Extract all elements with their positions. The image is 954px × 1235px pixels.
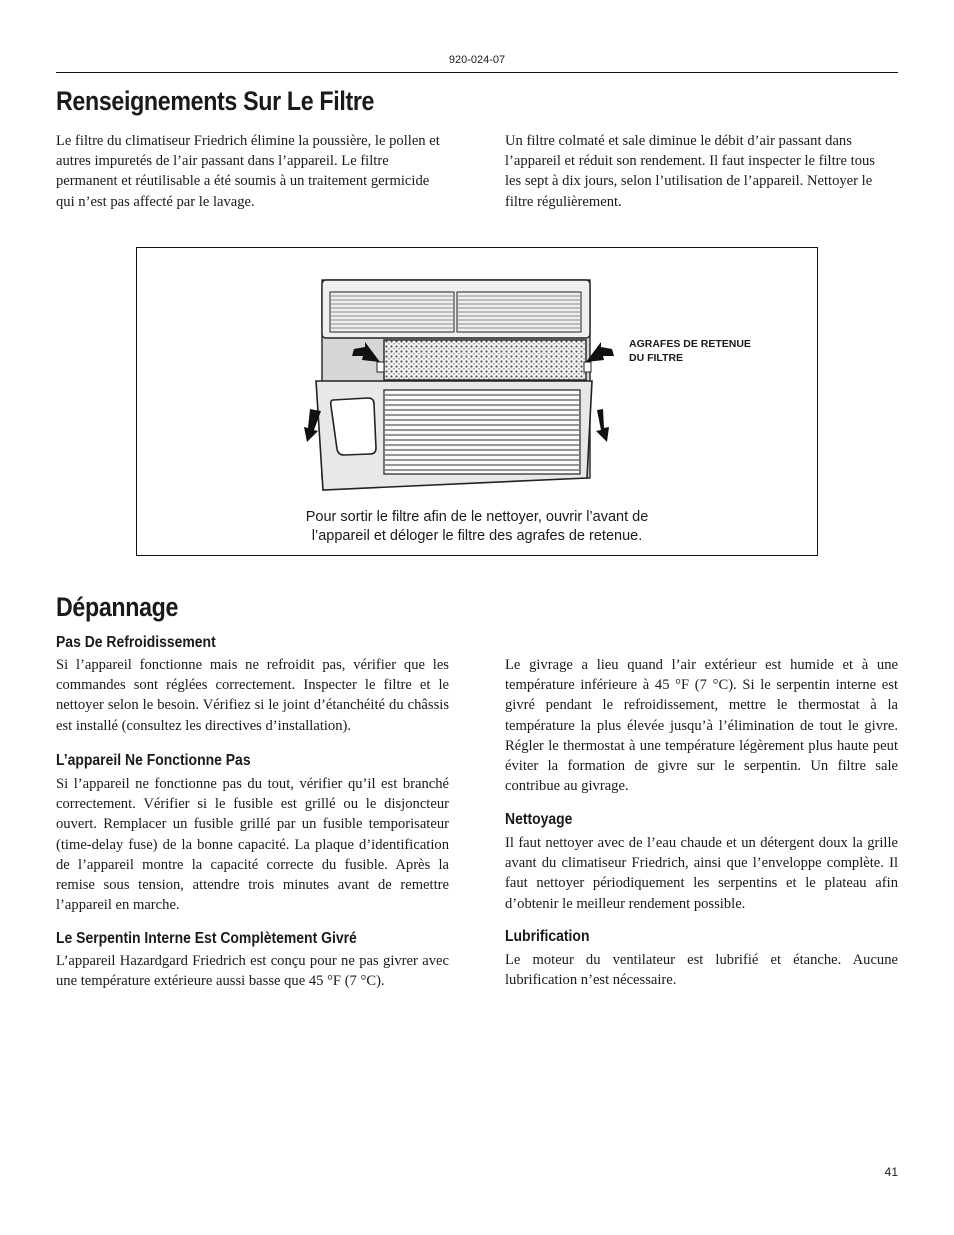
air-conditioner-illustration xyxy=(296,272,626,496)
no-cooling-text: Si l’appareil fonctionne mais ne refroidit pas, vérifier que les commandes sont réglées correctement. Inspecter le filtre et le nettoyer selon le besoin. Vérifiez si le joint d’étanchéité du châssis est installé (consultez les directives d’installation). xyxy=(56,657,449,734)
frozen-coil-heading: Le Serpentin Interne Est Complètement Givré xyxy=(56,930,357,947)
lubrication-text: Le moteur du ventilateur est lubrifié et étanche. Aucune lubrification n’est nécessaire. xyxy=(505,952,898,989)
header-rule xyxy=(56,72,898,73)
not-working-heading: L’appareil Ne Fonctionne Pas xyxy=(56,752,251,769)
troubleshooting-title: Dépannage xyxy=(56,592,179,622)
page-number: 41 xyxy=(884,1165,898,1179)
figure-caption-line1: Pour sortir le filtre afin de le nettoyer, ouvrir l’avant de xyxy=(305,509,649,525)
filter-clips-callout-line2: DU FILTRE xyxy=(629,352,684,364)
figure-caption xyxy=(136,508,818,546)
filter-section-title: Renseignements Sur Le Filtre xyxy=(56,86,375,116)
filter-clips-callout-line1: AGRAFES DE RETENUE xyxy=(629,338,751,350)
document-number: 920-024-07 xyxy=(448,54,506,66)
filter-paragraph-2: Un filtre colmaté et sale diminue le débit d’air passant dans l’appareil et réduit son rendement. Il faut inspecter le filtre tous les sept à dix jours, selon l’utilisation de l’appareil. Nettoyer le filtre régulièrement. xyxy=(505,133,875,210)
frozen-coil-text: L’appareil Hazardgard Friedrich est conçu pour ne pas givrer avec une température extérieure aussi basse que 45 °F (7 °C). xyxy=(56,953,449,990)
figure-caption-line2: l’appareil et déloger le filtre des agrafes de retenue. xyxy=(311,528,643,544)
icing-text: Le givrage a lieu quand l’air extérieur est humide et à une température inférieure à 45 °F (7 °C). Si le serpentin interne est givré pendant le refroidissement, mettre le thermostat à la température la plus élevée jusqu’à l’élimination de tout le givre. Régler le thermostat à une température légèrement plus haute peut éviter la formation de givre sur le serpentin. Un filtre sale contribue au givrage. xyxy=(505,657,898,795)
cleaning-text: Il faut nettoyer avec de l’eau chaude et un détergent doux la grille avant du climatiseur Friedrich, ainsi que l’enveloppe complète. Il faut nettoyer périodiquement les serpentins et le plateau afin d’obtenir le meilleur rendement possible. xyxy=(505,835,898,912)
filter-clips-callout xyxy=(629,337,751,365)
lubrication-heading: Lubrification xyxy=(505,928,590,945)
filter-paragraph-1: Le filtre du climatiseur Friedrich élimine la poussière, le pollen et autres impuretés de l’air passant dans l’appareil. Le filtre permanent et réutilisable a été soumis à un traitement germicide qui n’est pas affecté par le lavage. xyxy=(56,133,440,210)
no-cooling-heading: Pas De Refroidissement xyxy=(56,634,216,651)
not-working-text: Si l’appareil ne fonctionne pas du tout, vérifier qu’il est branché correctement. Vérifier si le fusible est grillé ou le disjoncteur ouvert. Remplacer un fusible grillé par un fusible temporisateur (time-delay fuse) de la bonne capacité. La plaque d’identification de l’appareil montre la capacité correcte du fusible. Après la remise sous tension, attendre trois minutes avant de remettre l’appareil en marche. xyxy=(56,776,449,914)
cleaning-heading: Nettoyage xyxy=(505,811,573,828)
